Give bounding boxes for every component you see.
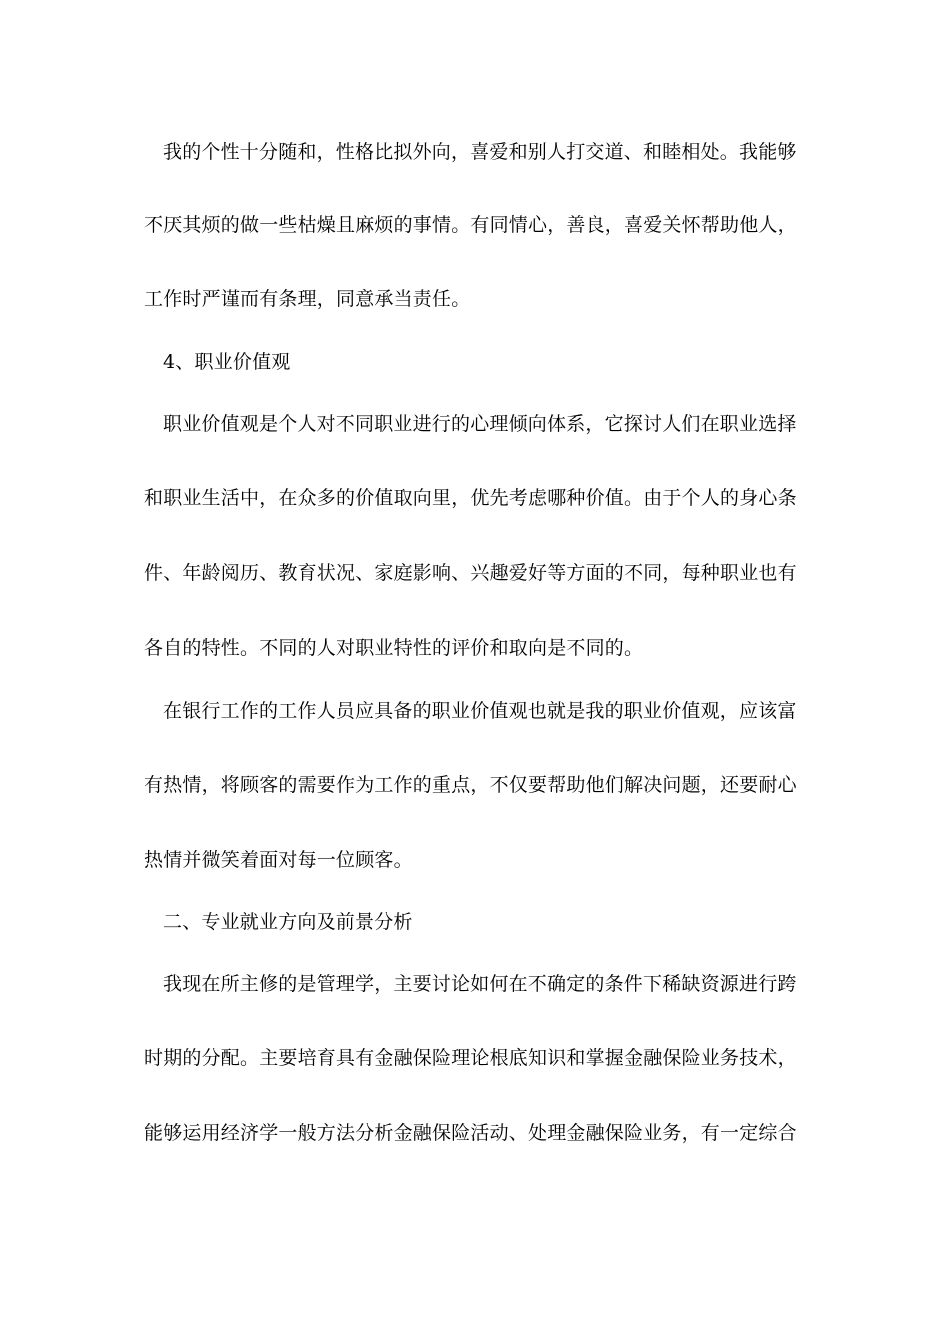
paragraph-line: 各自的特性。不同的人对职业特性的评价和取向是不同的。: [144, 637, 644, 659]
paragraph-line: 在银行工作的工作人员应具备的职业价值观也就是我的职业价值观，应该富: [163, 700, 797, 722]
paragraph-line: 工作时严谨而有条理，同意承当责任。: [144, 288, 471, 310]
paragraph-line: 我现在所主修的是管理学，主要讨论如何在不确定的条件下稀缺资源进行跨: [163, 973, 797, 995]
paragraph-line: 和职业生活中，在众多的价值取向里，优先考虑哪种价值。由于个人的身心条: [144, 487, 797, 509]
paragraph-line: 我的个性十分随和，性格比拟外向，喜爱和别人打交道、和睦相处。我能够: [163, 141, 797, 163]
paragraph-line: 职业价值观是个人对不同职业进行的心理倾向体系，它探讨人们在职业选择: [163, 413, 797, 435]
paragraph-line: 有热情，将顾客的需要作为工作的重点，不仅要帮助他们解决问题，还要耐心: [144, 774, 797, 796]
section-title: 、职业价值观: [175, 351, 291, 373]
section-number: 4: [163, 351, 176, 373]
paragraph-line: 能够运用经济学一般方法分析金融保险活动、处理金融保险业务，有一定综合: [144, 1122, 797, 1144]
section-heading: [163, 350, 291, 374]
paragraph-line: 时期的分配。主要培育具有金融保险理论根底知识和掌握金融保险业务技术，: [144, 1047, 797, 1069]
paragraph-line: 热情并微笑着面对每一位顾客。: [144, 849, 413, 871]
paragraph-line: 件、年龄阅历、教育状况、家庭影响、兴趣爱好等方面的不同，每种职业也有: [144, 562, 797, 584]
section-heading: 二、专业就业方向及前景分析: [163, 911, 413, 933]
paragraph-line: 不厌其烦的做一些枯燥且麻烦的事情。有同情心，善良，喜爱关怀帮助他人，: [144, 214, 797, 236]
